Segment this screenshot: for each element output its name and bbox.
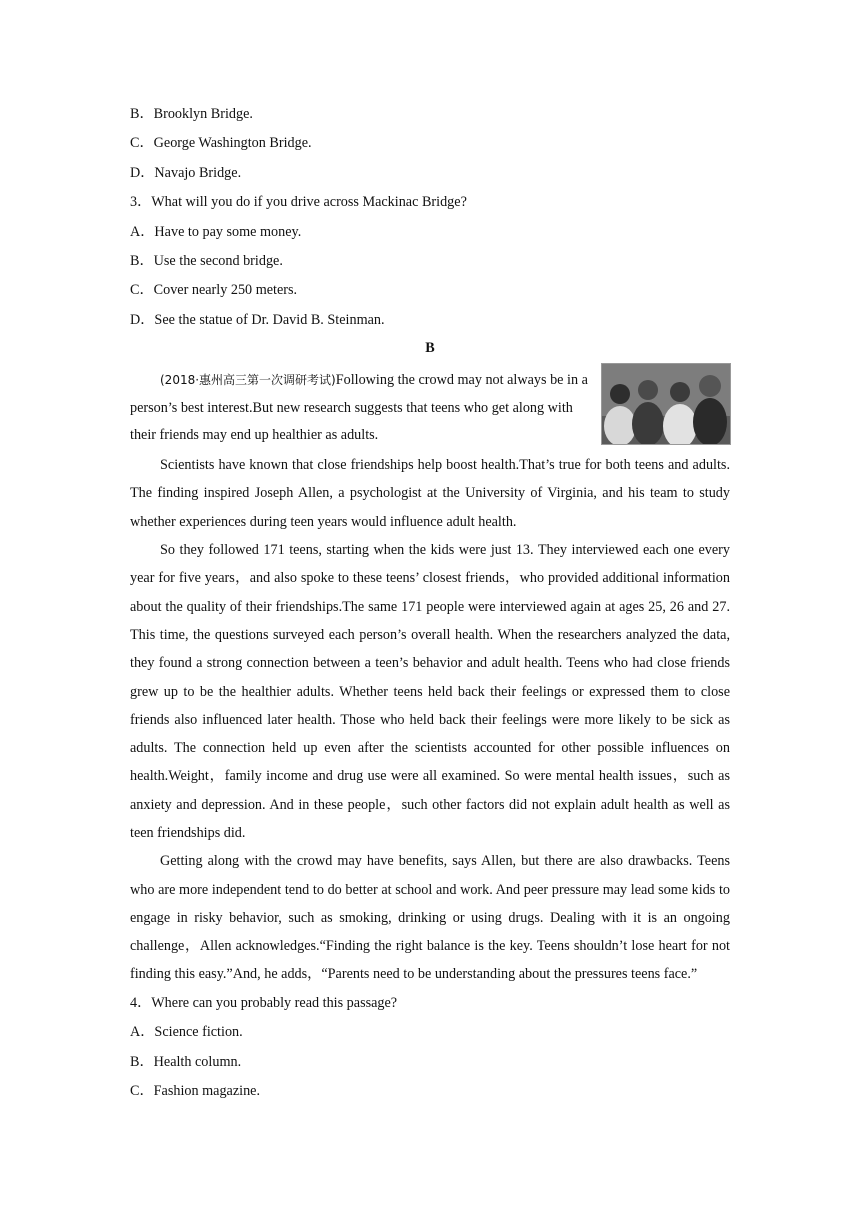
intro-block	[130, 367, 730, 451]
document-page	[130, 100, 730, 1106]
intro-text	[130, 367, 590, 450]
q3-option-c: C．Cover nearly 250 meters.	[130, 282, 298, 299]
q4-option-c: C．Fashion magazine.	[130, 1082, 261, 1099]
paragraph-3: Getting along with the crowd may have benefits, says Allen, but there are also drawbacks. Teens who are more independent tend to do better at school and work. And peer pressure may lead some kids to engage in risky behavior, such as smoking, drinking or using drugs. Dealing with it is an ongoing challenge，Allen acknowledges.“Finding the right balance is the key. Teens shouldn’t lose heart for not finding this easy.”And, he adds，“Parents need to be understanding about the pressures teens face.”	[130, 853, 730, 983]
q3-option-a: A．Have to pay some money.	[130, 223, 302, 240]
q2-option-c: C．George Washington Bridge.	[130, 135, 312, 152]
intro-paragraph: Following the crowd may not always be in a person’s best interest.But new research suggests that teens who get along with their friends may end up healthier as adults.	[130, 372, 588, 444]
q4-question: 4．Where can you probably read this passage?	[130, 994, 398, 1011]
q3-question: 3．What will you do if you drive across Mackinac Bridge?	[130, 194, 467, 211]
source-note: (2018·惠州高三第一次调研考试)	[160, 373, 336, 388]
q4-option-a: A．Science fiction.	[130, 1024, 243, 1041]
paragraph-1: Scientists have known that close friendships help boost health.That’s true for both teens and adults. The finding inspired Joseph Allen, a psychologist at the University of Virginia, and his team to study whether experiences during teen years would influence adult health.	[130, 457, 730, 530]
q2-option-b: B．Brooklyn Bridge.	[130, 106, 253, 122]
photo-icon	[602, 364, 730, 444]
section-heading: B	[425, 340, 435, 357]
teens-group-photo	[601, 363, 731, 445]
q3-option-d: D．See the statue of Dr. David B. Steinman.	[130, 311, 385, 328]
q4-option-b: B．Health column.	[130, 1053, 242, 1070]
q3-option-b: B．Use the second bridge.	[130, 252, 283, 269]
q2-option-d: D．Navajo Bridge.	[130, 164, 242, 181]
paragraph-2: So they followed 171 teens, starting when the kids were just 13. They interviewed each one every year for five years，and also spoke to these teens’ closest friends，who provided additional information about the quality of their friendships.The same 171 people were interviewed again at ages 25, 26 and 27. This time, the questions surveyed each person’s overall health. When the researchers analyzed the data, they found a strong connection between a teen’s behavior and adult health. Teens who had close friends grew up to be the healthier adults. Whether teens held back their feelings or expressed them to close friends also influenced later health. Those who held back their feelings were more likely to be sick as adults. The connection held up even after the scientists accounted for other possible influences on health.Weight，family income and drug use were all examined. So were mental health issues，such as anxiety and depression. And in these people，such other factors did not explain adult health as well as teen friendships did.	[130, 542, 730, 841]
